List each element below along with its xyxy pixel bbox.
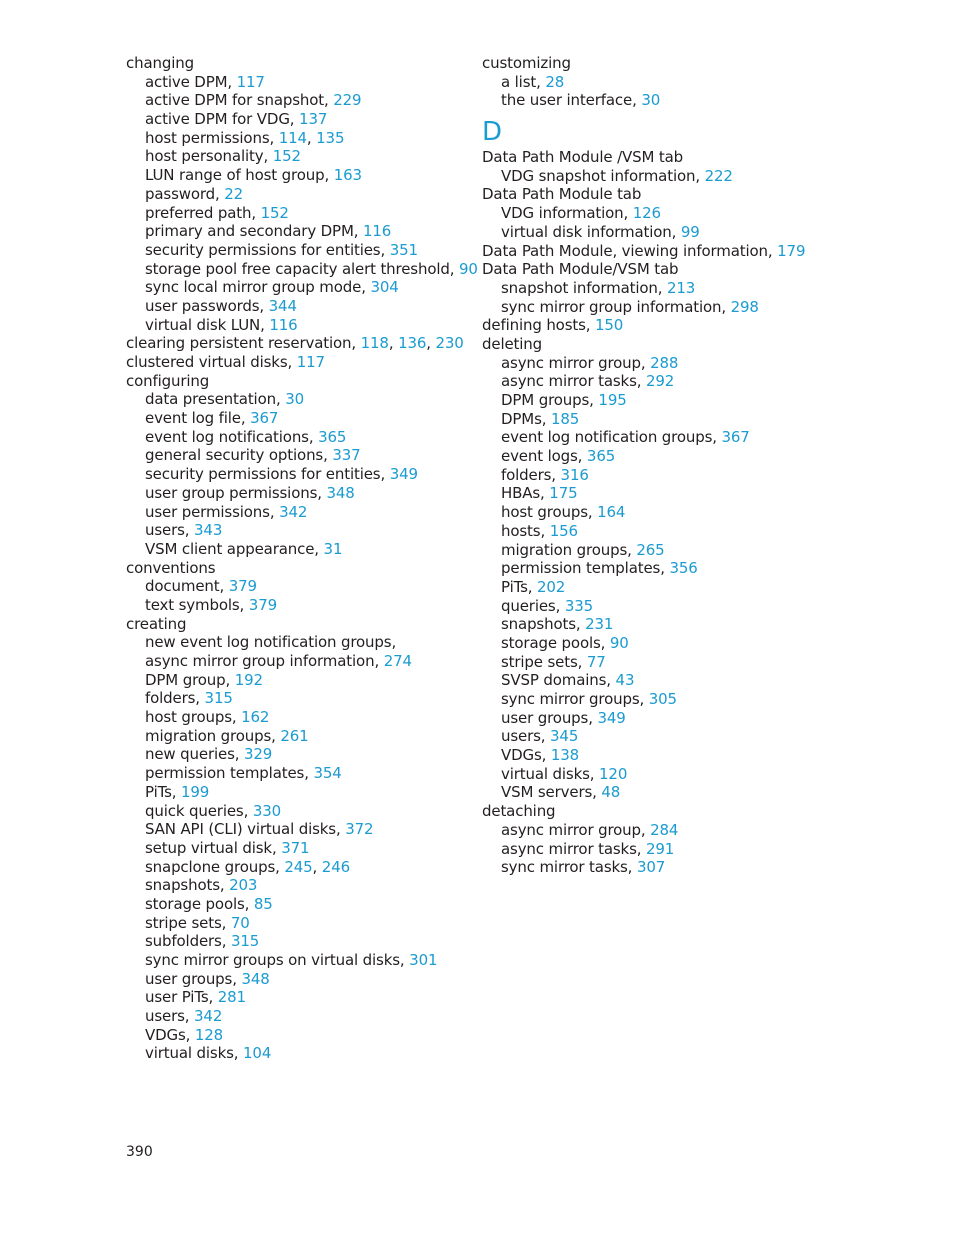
page-link[interactable]: 349	[389, 465, 418, 484]
index-subentry	[482, 372, 812, 391]
page-link[interactable]: 99	[680, 222, 700, 241]
page-link[interactable]: 379	[248, 595, 277, 614]
page-link[interactable]: 329	[244, 745, 273, 764]
index-term: security permissions for entities,	[145, 240, 390, 259]
index-subentry	[126, 259, 478, 279]
page-link[interactable]: 307	[636, 858, 666, 877]
index-subentry	[482, 279, 812, 298]
index-subentry	[126, 727, 466, 746]
index-term: user passwords,	[145, 296, 269, 315]
index-subentry	[482, 671, 812, 690]
index-term: VSM servers,	[501, 783, 602, 802]
index-term: users,	[501, 727, 551, 746]
index-term: hosts,	[501, 521, 550, 540]
page-link[interactable]: 337	[332, 446, 361, 465]
index-entry	[126, 615, 466, 634]
index-subentry	[482, 783, 812, 802]
index-term: new event log notification groups,	[145, 633, 397, 652]
index-term: DPMs,	[501, 409, 551, 428]
index-term: active DPM for VDG,	[145, 110, 300, 129]
index-term: folders,	[501, 465, 561, 484]
index-term: snapshots,	[145, 876, 230, 895]
page-link[interactable]: 150	[595, 316, 624, 335]
index-term: conventions	[126, 558, 216, 577]
index-subentry	[126, 708, 466, 727]
index-subentry	[126, 970, 466, 989]
index-subentry	[482, 709, 812, 728]
index-subentry	[126, 316, 466, 335]
page-link[interactable]: 229	[333, 91, 362, 110]
index-subentry	[126, 839, 466, 858]
index-subentry	[482, 634, 812, 653]
index-term: HBAs,	[501, 484, 550, 503]
index-term: Data Path Module tab	[482, 185, 642, 204]
index-subentry	[126, 988, 466, 1007]
index-subentry	[482, 541, 812, 560]
page-link[interactable]: 246	[321, 857, 350, 876]
page-link[interactable]: 281	[217, 988, 246, 1007]
index-term: event logs,	[501, 447, 587, 466]
page-link[interactable]: 367	[721, 428, 750, 447]
page-link[interactable]: 304	[370, 278, 399, 297]
index-subentry	[126, 222, 466, 241]
page-link[interactable]: 348	[241, 969, 270, 988]
page-link[interactable]: 371	[281, 838, 310, 857]
index-term: user groups,	[145, 969, 242, 988]
index-subentry	[126, 465, 466, 484]
page-link[interactable]: 199	[181, 782, 210, 801]
index-subentry	[126, 802, 466, 821]
index-term: async mirror tasks,	[501, 372, 646, 391]
index-subentry	[126, 745, 466, 764]
index-subentry	[482, 167, 812, 186]
index-subentry	[126, 1026, 466, 1045]
index-term: SVSP domains,	[501, 671, 616, 690]
page-link[interactable]: 203	[229, 876, 258, 895]
index-subentry	[482, 690, 812, 709]
page-link[interactable]: 379	[228, 577, 257, 596]
page-link[interactable]: 138	[550, 746, 580, 765]
page-link[interactable]: 152	[260, 203, 289, 222]
index-subentry	[126, 876, 466, 895]
page-link[interactable]: 30	[641, 91, 661, 110]
index-column-right	[482, 54, 812, 877]
index-term: virtual disk information,	[501, 222, 681, 241]
index-term: VDGs,	[145, 1025, 195, 1044]
page-link[interactable]: 372	[345, 820, 374, 839]
index-subentry	[482, 73, 812, 92]
page-link[interactable]: 28	[545, 72, 565, 91]
page-link[interactable]: 152	[272, 147, 301, 166]
page-link[interactable]: 344	[268, 296, 297, 315]
page-link[interactable]: 291	[645, 839, 675, 858]
page-link[interactable]: 135	[316, 128, 345, 147]
index-term: active DPM,	[145, 72, 237, 91]
index-term: snapshot information,	[501, 278, 667, 297]
index-subentry	[126, 932, 466, 951]
page-link[interactable]: 104	[243, 1044, 272, 1063]
index-term: PiTs,	[501, 577, 538, 596]
page-link[interactable]: 292	[645, 372, 675, 391]
index-subentry	[126, 446, 466, 465]
index-subentry	[482, 615, 812, 634]
index-entry	[482, 802, 812, 821]
page-link[interactable]: 114	[278, 128, 307, 147]
page-link[interactable]: 156	[549, 521, 578, 540]
page-link[interactable]: 118	[360, 334, 389, 353]
index-term: host groups,	[501, 503, 598, 522]
index-term: defining hosts,	[482, 316, 596, 335]
index-subentry	[126, 503, 466, 522]
page-link[interactable]: 261	[280, 726, 309, 745]
index-subentry	[126, 783, 466, 802]
page-link[interactable]: 30	[285, 390, 304, 409]
index-term: users,	[145, 1007, 195, 1026]
page-link[interactable]: 163	[333, 166, 362, 185]
index-term: permission templates,	[501, 559, 670, 578]
index-entry	[482, 148, 812, 167]
page-link[interactable]: 305	[648, 690, 677, 708]
index-term: sync mirror groups,	[501, 690, 649, 708]
index-subentry	[126, 633, 466, 652]
index-term: PiTs,	[145, 782, 182, 801]
page-link[interactable]: 164	[597, 503, 626, 522]
index-subentry	[482, 223, 812, 242]
page-link[interactable]: 48	[601, 783, 621, 802]
index-section-letter: D	[482, 117, 503, 148]
index-subentry	[482, 354, 812, 373]
index-term: subfolders,	[145, 932, 231, 951]
index-subentry	[126, 241, 466, 260]
index-term: new queries,	[145, 745, 244, 764]
index-term: Data Path Module, viewing information,	[482, 241, 778, 260]
page-link[interactable]: 274	[383, 652, 412, 670]
index-term: migration groups,	[501, 540, 637, 559]
index-subentry	[126, 820, 466, 839]
index-subentry	[126, 204, 466, 223]
page-link[interactable]: 230	[435, 334, 464, 353]
index-term: Data Path Module/VSM tab	[482, 260, 679, 279]
index-subentry	[126, 951, 466, 970]
index-entry	[126, 353, 466, 372]
index-subentry	[126, 390, 466, 409]
index-entry	[482, 54, 812, 73]
page-link[interactable]: 116	[269, 315, 298, 334]
page-link[interactable]: 288	[650, 353, 679, 372]
page-link[interactable]: 345	[550, 727, 579, 746]
page-link[interactable]: 117	[296, 353, 325, 371]
index-term: DPM group,	[145, 670, 235, 689]
index-term: storage pool free capacity alert threshold,	[145, 259, 459, 278]
index-subentry	[482, 522, 812, 541]
page-link[interactable]: 349	[597, 708, 626, 727]
index-term: SAN API (CLI) virtual disks,	[145, 820, 346, 839]
index-subentry	[126, 521, 466, 540]
index-term: async mirror tasks,	[501, 839, 646, 858]
index-term: sync mirror tasks,	[501, 858, 637, 877]
index-term: changing	[126, 54, 194, 72]
page-link[interactable]: 117	[236, 72, 265, 91]
index-entry	[126, 54, 466, 73]
index-subentry	[126, 596, 466, 615]
index-subentry	[126, 147, 466, 166]
index-term: user group permissions,	[145, 483, 327, 502]
page-link[interactable]: 175	[549, 484, 578, 503]
page-link[interactable]: 162	[241, 708, 270, 727]
page-link[interactable]: 330	[252, 801, 282, 820]
index-term: event log file,	[145, 409, 251, 428]
page-link[interactable]: 342	[279, 502, 308, 521]
index-entry	[126, 372, 466, 391]
index-term: event log notification groups,	[501, 428, 722, 447]
index-term: clearing persistent reservation,	[126, 334, 361, 353]
page-link[interactable]: 342	[194, 1007, 223, 1026]
index-term: storage pools,	[501, 633, 610, 652]
index-term: user PiTs,	[145, 988, 218, 1007]
index-subentry	[126, 297, 466, 316]
page-link[interactable]: 356	[669, 559, 698, 578]
index-term: stripe sets,	[145, 913, 231, 932]
index-term: virtual disks,	[145, 1044, 244, 1063]
index-subentry	[482, 466, 812, 485]
index-term: snapshots,	[501, 615, 586, 634]
index-entry	[482, 242, 812, 261]
index-subentry	[126, 428, 466, 447]
index-subentry	[126, 110, 466, 129]
index-subentry	[126, 652, 466, 671]
index-subentry	[482, 559, 812, 578]
page-link[interactable]: 128	[194, 1025, 224, 1044]
page-link[interactable]: 335	[564, 596, 594, 615]
index-term: creating	[126, 614, 187, 633]
index-subentry	[482, 727, 812, 746]
page-link[interactable]: 126	[632, 204, 661, 223]
page-link[interactable]: 31	[323, 539, 343, 558]
index-term: users,	[145, 521, 195, 540]
index-term: user permissions,	[145, 502, 280, 521]
page-link[interactable]: 22	[224, 184, 244, 203]
page-link[interactable]: 367	[250, 409, 279, 428]
index-term: VDG information,	[501, 204, 633, 223]
index-term: security permissions for entities,	[145, 465, 390, 484]
page-link[interactable]: 315	[204, 689, 233, 708]
page-link[interactable]: 351	[389, 240, 418, 259]
index-term: LUN range of host group,	[145, 166, 334, 185]
index-term: sync mirror group information,	[501, 297, 731, 316]
index-term: snapclone groups,	[145, 857, 285, 876]
index-term: VSM client appearance,	[145, 539, 324, 558]
index-subentry	[126, 577, 466, 596]
index-term: password,	[145, 184, 225, 203]
index-subentry: snapclone groups, 245, 246	[145, 857, 350, 876]
index-entry	[482, 185, 812, 204]
index-term: clustered virtual disks,	[126, 353, 297, 371]
index-term: the user interface,	[501, 91, 642, 110]
index-subentry	[126, 914, 466, 933]
page-link[interactable]: 284	[650, 820, 679, 839]
page-link[interactable]: 179	[777, 241, 806, 260]
index-term: queries,	[501, 596, 565, 615]
index-term: virtual disks,	[501, 764, 600, 783]
index-subentry	[482, 204, 812, 223]
index-term: sync mirror groups on virtual disks,	[145, 951, 410, 969]
page-link[interactable]: 222	[704, 166, 733, 185]
page-link[interactable]: 120	[599, 764, 628, 783]
index-subentry	[126, 540, 466, 559]
page-link[interactable]: 77	[586, 652, 606, 671]
index-term: sync local mirror group mode,	[145, 278, 371, 297]
index-term: text symbols,	[145, 595, 249, 614]
index-term: active DPM for snapshot,	[145, 91, 334, 110]
index-term: DPM groups,	[501, 391, 599, 409]
index-term: setup virtual disk,	[145, 838, 282, 857]
page-link[interactable]: 298	[730, 297, 759, 316]
index-entry	[482, 260, 812, 279]
page-link[interactable]: 315	[230, 932, 260, 951]
index-term: VDGs,	[501, 746, 551, 765]
index-entry: clearing persistent reservation, 118, 136, 230	[126, 334, 464, 353]
page-link[interactable]: 90	[458, 259, 478, 278]
page-link[interactable]: 231	[585, 615, 614, 634]
index-term: VDG snapshot information,	[501, 166, 705, 185]
index-subentry	[126, 689, 466, 708]
index-subentry	[126, 278, 466, 297]
index-entry	[482, 335, 812, 354]
index-term: event log notifications,	[145, 427, 319, 446]
index-column-left	[126, 54, 478, 1063]
index-term: folders,	[145, 689, 205, 708]
index-subentry	[482, 746, 812, 765]
index-subentry	[126, 895, 466, 914]
index-term: stripe sets,	[501, 652, 587, 671]
index-subentry	[126, 185, 466, 204]
index-term: migration groups,	[145, 726, 281, 745]
index-subentry	[482, 298, 812, 317]
page-link[interactable]: 365	[586, 447, 616, 466]
index-subentry	[126, 764, 466, 783]
index-term: customizing	[482, 54, 571, 72]
index-term: data presentation,	[145, 390, 286, 409]
index-subentry	[482, 447, 812, 466]
page-link[interactable]: 137	[299, 110, 328, 129]
page-link[interactable]: 70	[230, 913, 250, 932]
page-link[interactable]: 195	[598, 391, 627, 409]
page-link[interactable]: 213	[667, 278, 696, 297]
page-link[interactable]: 301	[409, 951, 438, 969]
index-term: user groups,	[501, 708, 598, 727]
page-link[interactable]: 185	[551, 409, 580, 428]
index-term: virtual disk LUN,	[145, 315, 270, 334]
page-link[interactable]: 85	[253, 894, 273, 913]
page-link[interactable]: 245	[284, 857, 313, 876]
index-subentry: host permissions, 114, 135	[145, 128, 345, 147]
page-link[interactable]: 90	[609, 633, 629, 652]
index-term: configuring	[126, 371, 210, 390]
page-link[interactable]: 354	[313, 764, 342, 783]
index-term: host permissions,	[145, 128, 279, 147]
index-term: deleting	[482, 334, 543, 353]
index-term: async mirror group,	[501, 353, 651, 372]
index-term: host groups,	[145, 708, 242, 727]
index-subentry	[482, 578, 812, 597]
index-term: quick queries,	[145, 801, 253, 820]
index-subentry	[482, 840, 812, 859]
index-subentry	[126, 166, 466, 185]
index-subentry	[482, 858, 812, 877]
index-term: document,	[145, 577, 229, 596]
page-link[interactable]: 265	[636, 540, 665, 559]
index-term: general security options,	[145, 446, 333, 465]
index-term: Data Path Module /VSM tab	[482, 148, 684, 167]
index-subentry	[482, 765, 812, 784]
page-link[interactable]: 316	[560, 465, 589, 484]
index-term: a list,	[501, 72, 546, 91]
page-link[interactable]: 116	[362, 222, 392, 241]
index-subentry	[482, 597, 812, 616]
page-number: 390	[126, 1144, 153, 1160]
index-term: storage pools,	[145, 894, 254, 913]
index-term: permission templates,	[145, 764, 314, 783]
index-term: host personality,	[145, 147, 273, 166]
index-subentry	[126, 1044, 466, 1063]
index-subentry	[126, 1007, 466, 1026]
index-subentry	[482, 410, 812, 429]
index-term: primary and secondary DPM,	[145, 222, 363, 241]
page-link[interactable]: 192	[234, 670, 263, 689]
index-subentry	[482, 821, 812, 840]
page-link[interactable]: 136	[398, 334, 427, 353]
page-link[interactable]: 202	[537, 577, 566, 596]
index-term: async mirror group information,	[145, 652, 384, 670]
index-subentry	[126, 671, 466, 690]
index-subentry	[126, 91, 466, 110]
page-link[interactable]: 43	[615, 671, 635, 690]
index-subentry	[482, 484, 812, 503]
index-subentry	[482, 653, 812, 672]
index-subentry	[482, 91, 812, 110]
index-subentry	[482, 503, 812, 522]
index-term: detaching	[482, 802, 556, 821]
index-subentry	[482, 391, 812, 410]
index-entry	[126, 559, 466, 578]
index-subentry	[126, 409, 466, 428]
index-subentry	[126, 73, 466, 92]
index-subentry	[126, 484, 466, 503]
page-link[interactable]: 343	[194, 521, 223, 540]
page-link[interactable]: 365	[318, 427, 347, 446]
index-term: async mirror group,	[501, 820, 651, 839]
index-subentry	[482, 428, 812, 447]
index-entry	[482, 316, 812, 335]
page-link[interactable]: 348	[326, 483, 355, 502]
index-term: preferred path,	[145, 203, 261, 222]
